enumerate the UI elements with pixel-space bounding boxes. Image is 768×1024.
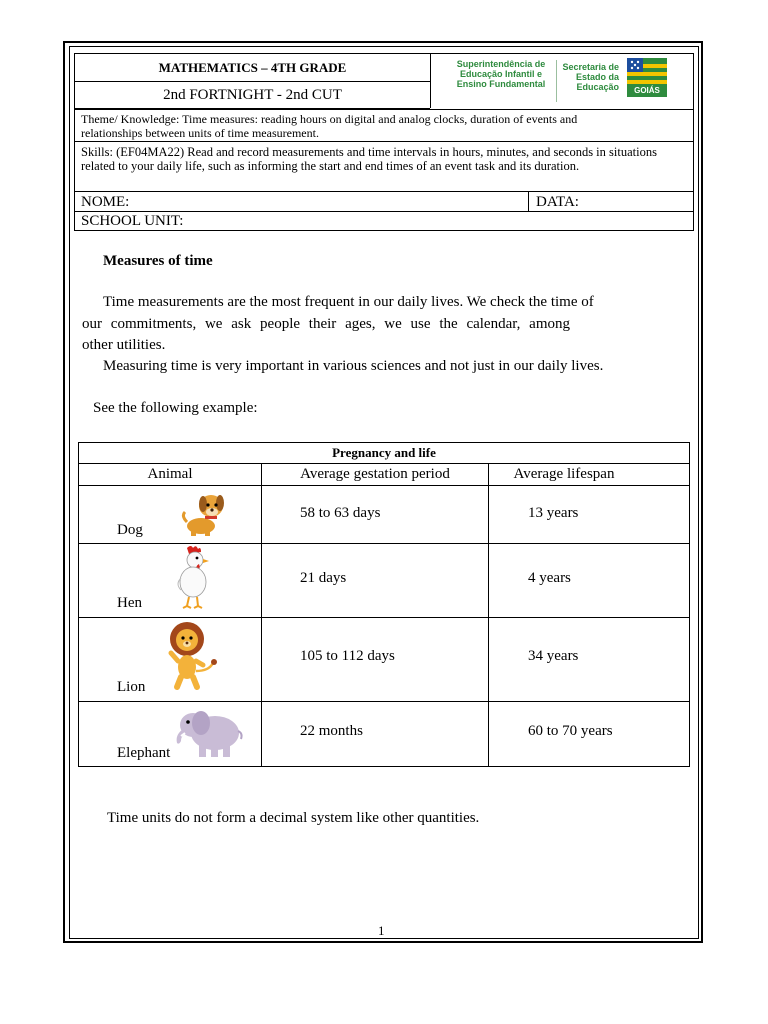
paragraph-1-line-2: our commitments, we ask people their ages, we use the calendar, among: [82, 316, 570, 332]
skills-text: Skills: (EF04MA22) Read and record measurements and time intervals in hours, minutes, and seconds in situations related to your daily life, such as informing the start and end times of an event task and its duration.: [81, 145, 657, 173]
table-title: Pregnancy and life: [332, 445, 436, 460]
col-divider: [488, 618, 489, 701]
goias-wordmark: GOIÁS: [627, 85, 667, 97]
title-row: [75, 54, 430, 82]
animal-name: Hen: [117, 595, 142, 611]
col-divider: [261, 702, 262, 766]
col-divider: [488, 702, 489, 766]
col-divider: [261, 544, 262, 617]
page-title: MATHEMATICS – 4TH GRADE: [158, 60, 347, 75]
elephant-icon: [171, 703, 245, 761]
table-title-row: [79, 443, 689, 464]
dog-icon: [179, 488, 229, 538]
col-divider: [261, 618, 262, 701]
secretaria-logo: Secretaria de Estado da Educação: [562, 62, 619, 92]
header-gestation: Average gestation period: [300, 466, 450, 482]
section-heading: Measures of time: [103, 253, 213, 269]
subtitle-row: [75, 82, 430, 109]
goias-logo: [627, 58, 667, 102]
date-label: DATA:: [536, 194, 579, 210]
table-row: [79, 486, 689, 544]
lifespan-value: 34 years: [528, 648, 579, 664]
gestation-value: 105 to 112 days: [300, 648, 395, 664]
col-divider: [488, 544, 489, 617]
gestation-value: 21 days: [300, 570, 347, 586]
col-divider: [488, 486, 489, 543]
superintendencia-logo: Superintendência de Educação Infantil e Ensino Fundamental: [456, 59, 546, 89]
gestation-value: 22 months: [300, 723, 363, 739]
logo-divider: [556, 60, 557, 102]
header-lifespan: Average lifespan: [513, 466, 615, 482]
name-date-divider: [528, 192, 529, 212]
lifespan-value: 60 to 70 years: [528, 723, 613, 739]
pregnancy-table: [78, 442, 690, 767]
theme-row: [75, 109, 693, 142]
animal-name: Dog: [117, 522, 143, 538]
school-row: [75, 212, 693, 230]
table-row: [79, 618, 689, 702]
name-date-row: [75, 192, 693, 212]
gestation-value: 58 to 63 days: [300, 505, 381, 521]
skills-row: [75, 142, 693, 192]
animal-name: Lion: [117, 679, 146, 695]
lifespan-value: 13 years: [528, 505, 579, 521]
example-intro: See the following example:: [93, 400, 258, 416]
name-label: NOME:: [81, 194, 130, 210]
col-divider: [261, 486, 262, 543]
table-row: [79, 544, 689, 618]
logo-area: [430, 54, 696, 108]
animal-name: Elephant: [117, 745, 171, 761]
page-subtitle: 2nd FORTNIGHT - 2nd CUT: [163, 87, 342, 103]
hen-icon: [173, 544, 217, 610]
header-animal: Animal: [147, 466, 193, 482]
lion-icon: [163, 619, 221, 691]
school-label: SCHOOL UNIT:: [81, 213, 184, 229]
lifespan-value: 4 years: [528, 570, 571, 586]
table-header-row: [79, 464, 689, 486]
table-row: [79, 702, 689, 766]
page-number: 1: [378, 923, 385, 938]
paragraph-1-line-3: other utilities.: [82, 337, 166, 353]
header-block: [74, 53, 694, 231]
paragraph-1-line-1: Time measurements are the most frequent in our daily lives. We check the time of: [103, 294, 594, 310]
goias-flag-icon: [627, 58, 667, 86]
footer-note: Time units do not form a decimal system like other quantities.: [107, 810, 480, 826]
theme-text: Theme/ Knowledge: Time measures: reading hours on digital and analog clocks, duration of events and relationships between units of time measurement.: [81, 112, 578, 140]
paragraph-2: Measuring time is very important in various sciences and not just in our daily lives.: [103, 358, 604, 374]
